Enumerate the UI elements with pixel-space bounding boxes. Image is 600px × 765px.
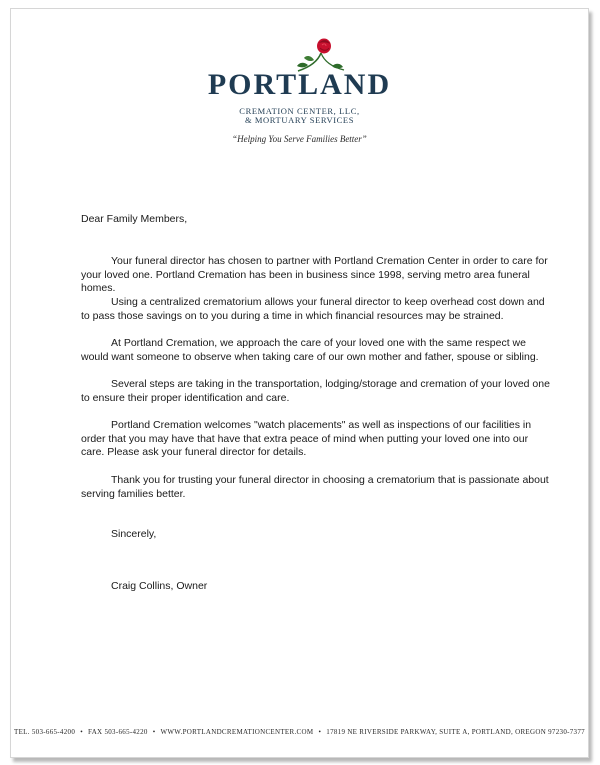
paragraph-thank-you: Thank you for trusting your funeral director in choosing a crematorium that is passionate about serving families better.	[81, 474, 549, 500]
letterhead-footer	[11, 728, 588, 736]
salutation: Dear Family Members,	[81, 213, 188, 225]
footer-telephone: TEL. 503-665-4200	[14, 728, 76, 736]
signature: Craig Collins, Owner	[111, 580, 208, 592]
letter-page	[10, 8, 589, 758]
paragraph-watch-placements: Portland Cremation welcomes "watch placements" as well as inspections of our facilities in order that you may have that have that extra peace of mind when putting your loved one into our care. Please ask your funeral director for details.	[81, 419, 532, 459]
footer-address: 17819 NE RIVERSIDE PARKWAY, SUITE A, PORTLAND, OREGON 97230-7377	[326, 728, 585, 736]
footer-separator: •	[152, 728, 156, 736]
footer-website: WWW.PORTLANDCREMATIONCENTER.COM	[160, 728, 314, 736]
footer-separator: •	[80, 728, 83, 736]
company-subtitle-line1: CREMATION CENTER, LLC,	[239, 106, 360, 116]
paragraph-identification: Several steps are taking in the transportation, lodging/storage and cremation of your loved one to ensure their proper identification and care.	[81, 378, 550, 404]
company-tagline: “Helping You Serve Families Better”	[232, 134, 367, 144]
footer-separator: •	[318, 728, 322, 736]
paragraph-partnership: Your funeral director has chosen to partner with Portland Cremation Center in order to care for your loved one. Portland Cremation has been in business since 1998, serving metro area funeral homes.	[81, 255, 548, 295]
paragraph-centralized-crematorium: Using a centralized crematorium allows your funeral director to keep overhead cost down and to pass those savings on to you during a time in which financial resources may be strained.	[81, 296, 545, 322]
footer-fax: FAX 503-665-4220	[88, 728, 148, 736]
company-subtitle-line2: & MORTUARY SERVICES	[244, 115, 355, 125]
company-name: PORTLAND	[207, 68, 392, 101]
closing: Sincerely,	[111, 528, 157, 540]
paragraph-respect: At Portland Cremation, we approach the care of your loved one with the same respect we would want someone to observe when taking care of our own mother and father, spouse or sibling.	[81, 337, 539, 363]
